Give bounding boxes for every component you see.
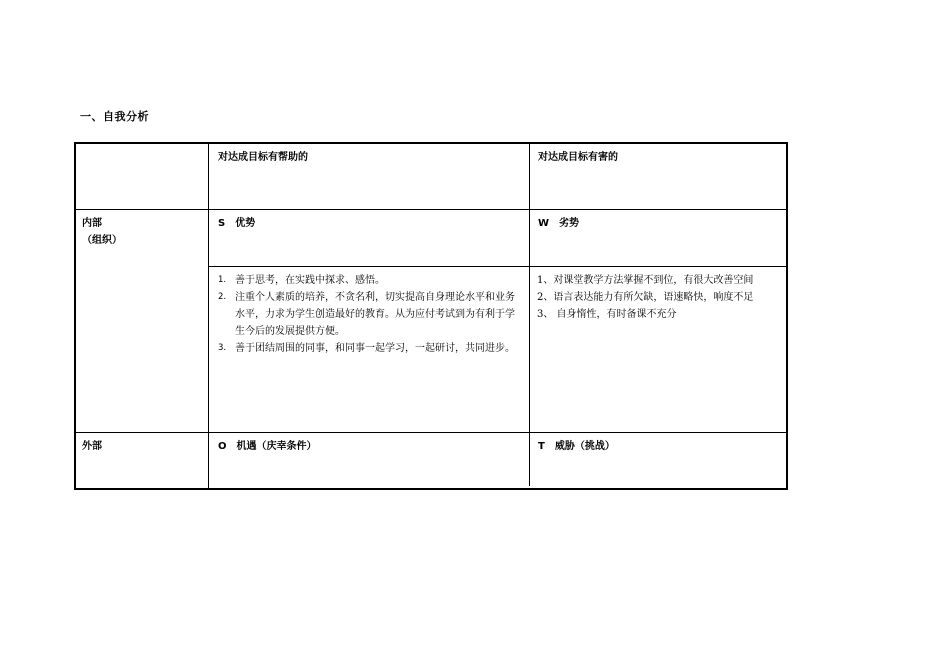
opportunities-title: O 机遇（庆幸条件） bbox=[218, 441, 317, 452]
col-divider-2 bbox=[529, 142, 530, 486]
list-item: 2、语言表达能力有所欠缺，语速略快，响度不足 bbox=[537, 292, 754, 303]
weaknesses-list bbox=[537, 272, 782, 323]
row-divider-2 bbox=[208, 266, 788, 267]
table-border-left bbox=[74, 142, 76, 490]
list-item bbox=[218, 289, 524, 340]
list-item bbox=[218, 272, 524, 289]
internal-label-line2: （组织） bbox=[82, 235, 122, 246]
strengths-title: S 优势 bbox=[218, 218, 256, 229]
list-item: 3、 自身惰性，有时备课不充分 bbox=[537, 309, 677, 320]
list-item-text: 注重个人素质的培养，不贪名利，切实提高自身理论水平和业务水平，力求为学生创造最好的教育。从为应付考试到为有利于学生今后的发展提供方便。 bbox=[235, 292, 515, 337]
internal-label-line1: 内部 bbox=[82, 218, 102, 229]
list-item-number: 2. bbox=[218, 292, 227, 302]
col-divider-1 bbox=[208, 142, 209, 490]
swot-table bbox=[74, 142, 788, 490]
row-divider-3 bbox=[74, 432, 788, 433]
header-harmful: 对达成目标有害的 bbox=[538, 152, 618, 163]
list-item-text: 善于思考，在实践中探求、感悟。 bbox=[235, 275, 385, 286]
weaknesses-title: W 劣势 bbox=[538, 218, 580, 229]
threats-title: T 威胁（挑战） bbox=[538, 441, 615, 452]
header-helpful: 对达成目标有帮助的 bbox=[218, 152, 308, 163]
list-item: 1、对课堂教学方法掌握不到位，有很大改善空间 bbox=[537, 275, 754, 286]
internal-label bbox=[82, 215, 122, 249]
row-divider-1 bbox=[74, 209, 788, 210]
table-border-top bbox=[74, 142, 788, 144]
table-border-bottom bbox=[74, 488, 788, 490]
table-border-right bbox=[786, 142, 788, 490]
list-item-number: 3. bbox=[218, 343, 227, 353]
external-label: 外部 bbox=[82, 441, 102, 452]
strengths-list bbox=[218, 272, 524, 357]
section-title: 一、自我分析 bbox=[80, 110, 149, 123]
list-item bbox=[218, 340, 524, 357]
list-item-text: 善于团结周围的同事，和同事一起学习，一起研讨，共同进步。 bbox=[235, 343, 515, 354]
list-item-number: 1. bbox=[218, 275, 227, 285]
